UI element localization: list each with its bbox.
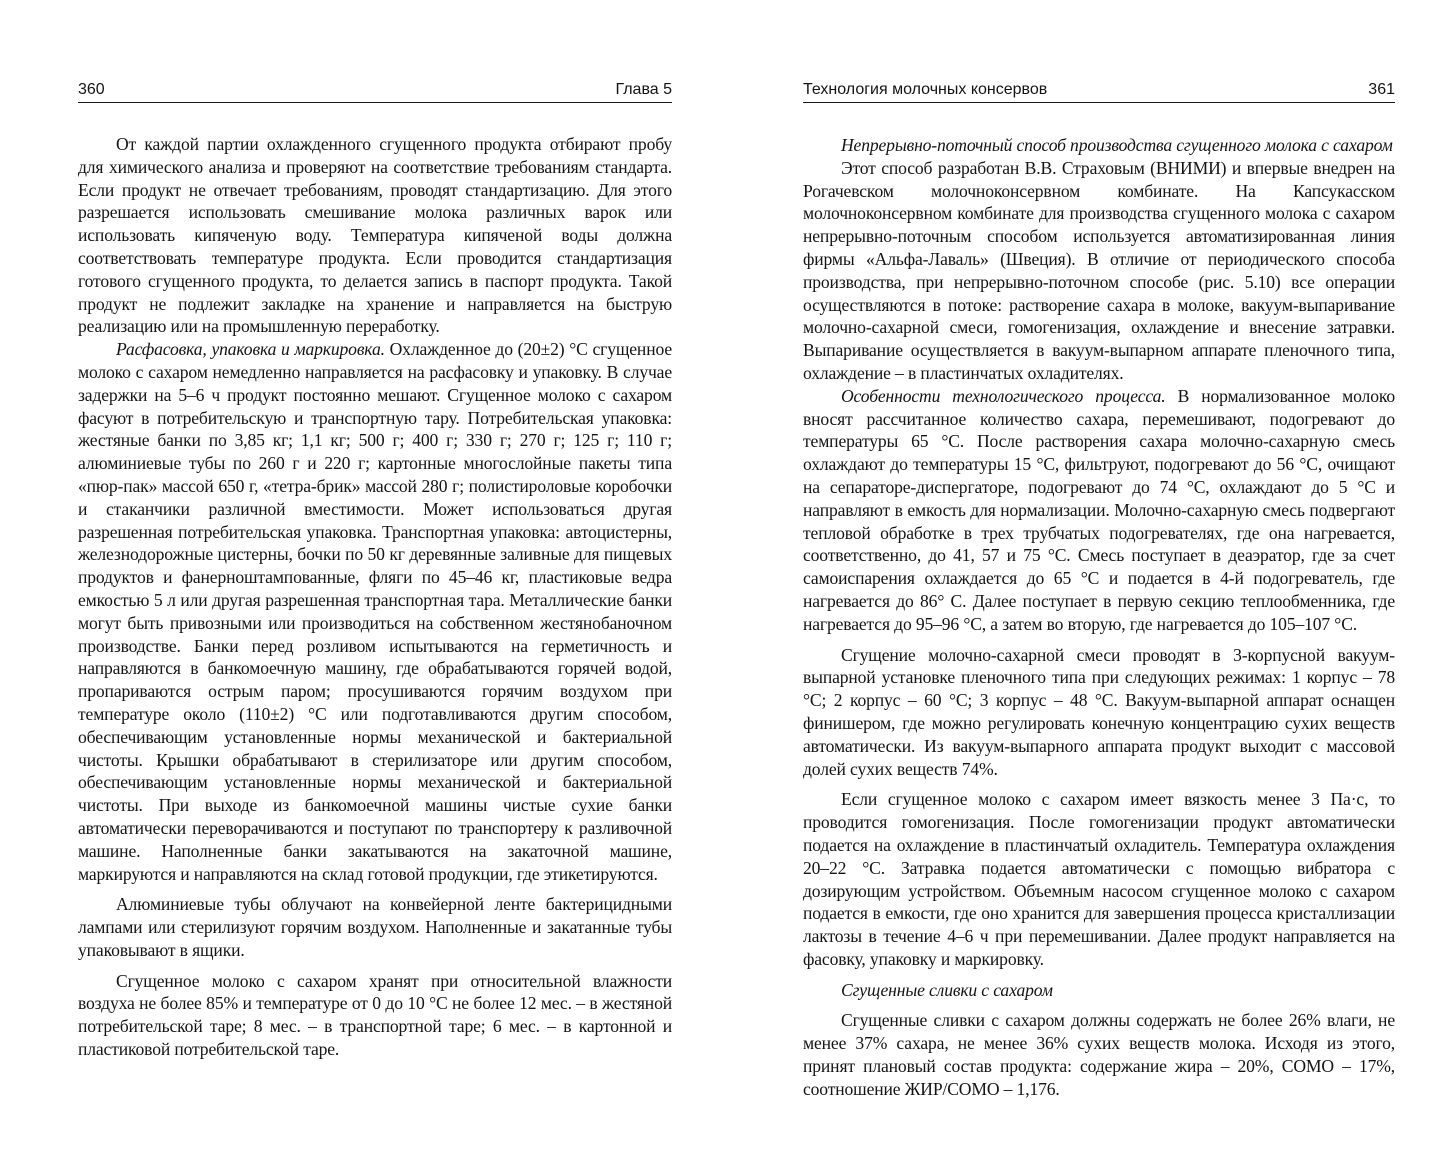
page-number: 360 (78, 81, 105, 98)
page-header (803, 80, 1395, 104)
header-rule (803, 102, 1395, 103)
paragraph: Алюминиевые тубы облучают на конвейерной ленте бактерицидными лампами или стерилизуют горячим воздухом. Наполненные и закатанные тубы упаковывают в ящики. (78, 894, 672, 960)
inline-heading: Особенности технологического процесса. (841, 385, 1166, 406)
paragraph: От каждой партии охлажденного сгущенного продукта отбирают пробу для химического анализа и проверяют на соответствие требованиям стандарта. Если продукт не отвечает требованиям, проводят стандартизацию. Для этого разрешается использовать смешивание молока различных варок или использовать кипяченую воду. Температура кипяченой воды должна соответствовать температуре продукта. Если проводится стандартизация готового сгущенного продукта, то делается запись в паспорт продукта. Такой продукт не подлежит закладке на хранение и направляется на быструю реализацию или на промышленную переработку. (78, 134, 672, 337)
page-number: 361 (1368, 81, 1395, 98)
page-body (803, 134, 1395, 1101)
paragraph: Сгущенное молоко с сахаром хранят при относительной влажности воздуха не более 85% и температуре от 0 до 10 °С не более 12 мес. – в жестяной потребительской таре; 8 мес. – в транспортной таре; 6 мес. – в картонной и пластиковой потребительской таре. (78, 970, 672, 1060)
page-header (78, 80, 672, 104)
paragraph: Сгущенные сливки с сахаром должны содержать не более 26% влаги, не менее 37% сахара, не менее 36% сухих веществ молока. Исходя из этого, принят плановый состав продукта: содержание жира – 20%, СОМО – 17%, соотношение ЖИР/СОМО – 1,176. (803, 1010, 1395, 1099)
paragraph: Сгущение молочно-сахарной смеси проводят в 3-корпусной вакуум-выпарной установке пленочного типа при следующих режимах: 1 корпус – 78 °С; 2 корпус – 60 °С; 3 корпус – 48 °С. Вакуум-выпарной аппарат оснащен финишером, где можно регулировать конечную концентрацию сухих веществ автоматически. Из вакуум-выпарного аппарата продукт выходит с массовой долей сухих веществ 74%. (803, 644, 1395, 779)
paragraph (78, 338, 672, 885)
header-rule (78, 102, 672, 103)
page-body (78, 133, 672, 1061)
paragraph-text: Охлажденное до (20±2) °С сгущенное молоко с сахаром немедленно направляется на расфасовку и упаковку. В случае задержки на 5–6 ч продукт постоянно мешают. Сгущенное молоко с сахаром фасуют в потребительскую и транспортную тару. Потребительская упаковка: жестяные банки по 3,85 кг; 1,1 кг; 500 г; 400 г; 330 г; 270 г; 125 г; 110 г; алюминиевые тубы по 260 г и 220 г; картонные многослойные пакеты типа «пюр-пак» массой 650 г, «тетра-брик» массой 280 г; полистироловые коробочки и стаканчики различной вместимости. Может использоваться другая разрешенная потребительская упаковка. Транспортная упаковка: автоцистерны, железнодорожные цистерны, бочки по 50 кг деревянные заливные для пищевых продуктов и фанерноштампованные, фляги по 45–46 кг, пластиковые ведра емкостью 5 л или другая разрешенная транспортная тара. Металлические банки могут быть привозными или производиться на собственном жестянобаночном производстве. Банки перед розливом испытываются на герметичность и направляются в банкомоечную машину, где обрабатываются горячей водой, пропариваются острым паром; просушиваются горячим воздухом при температуре около (110±2) °С или подготавливаются другим способом, обеспечивающим установленные нормы механической и бактериальной чистоты. Крышки обрабатывают в стерилизаторе или другим способом, обеспечивающим установленные нормы механической и бактериальной чистоты. При выходе из банкомоечной машины чистые сухие банки автоматически переворачиваются и поступают по транспортеру к разливочной машине. Наполненные банки закатываются на закаточной машине, маркируются и направляются на склад готовой продукции, где этикетируются. (78, 339, 672, 884)
inline-heading: Расфасовка, упаковка и маркировка. (116, 339, 385, 360)
running-head: Технология молочных консервов (803, 81, 1048, 98)
paragraph-text: В нормализованное молоко вносят рассчитанное количество сахара, перемешивают, подогревают до температуры 65 °С. После растворения сахара молочно-сахарную смесь охлаждают до температуры 15 °С, фильтруют, подогревают до 56 °С, очищают на сепараторе-диспергаторе, подогревают до 74 °С, охлаждают до 5 °С и направляют в емкость для нормализации. Молочно-сахарную смесь подвергают тепловой обработке в трех трубчатых подогревателях, где она нагревается, соответственно, до 41, 57 и 75 °С. Смесь поступает в деаэратор, где за счет самоиспарения охлаждается до 65 °С и подается в 4-й подогреватель, где нагревается до 86° С. Далее поступает в первую секцию теплообменника, где нагревается до 95–96 °С, а затем во вторую, где нагревается до 105–107 °С. (803, 385, 1395, 634)
section-heading: Сгущенные сливки с сахаром (841, 979, 1053, 1000)
paragraph: Если сгущенное молоко с сахаром имеет вязкость менее 3 Па·с, то проводится гомогенизация. После гомогенизации продукт автоматически подается на охлаждение в пластинчатый охладитель. Температура охлаждения 20–22 °С. Затравка подается автоматически с помощью вибратора с дозирующим устройством. Объемным насосом сгущенное молоко с сахаром подается в емкости, где оно хранится для завершения процесса кристаллизации лактозы в течение 4–6 ч при перемешивании. Далее продукт направляется на фасовку, упаковку и маркировку. (803, 789, 1395, 969)
left-page (78, 0, 672, 1156)
running-head: Глава 5 (615, 81, 672, 98)
paragraph (803, 385, 1395, 636)
section-heading: Непрерывно-поточный способ производства сгущенного молока с сахаром (841, 135, 1393, 155)
right-page (803, 0, 1395, 1156)
paragraph: Этот способ разработан В.В. Страховым (ВНИМИ) и впервые внедрен на Рогачевском молочноконсервном комбинате. На Капсукасском молочноконсервном комбинате для производства сгущенного молока с сахаром непрерывно-поточным способом используется автоматизированная линия фирмы «Альфа-Лаваль» (Швеция). В отличие от периодического способа производства, при непрерывно-поточном способе (рис. 5.10) все операции осуществляются в потоке: растворение сахара в молоке, вакуум-выпаривание молочно-сахарной смеси, гомогенизация, охлаждение и внесение затравки. Выпаривание осуществляется в вакуум-выпарном аппарате пленочного типа, охлаждение – в пластинчатых охладителях. (803, 157, 1395, 383)
